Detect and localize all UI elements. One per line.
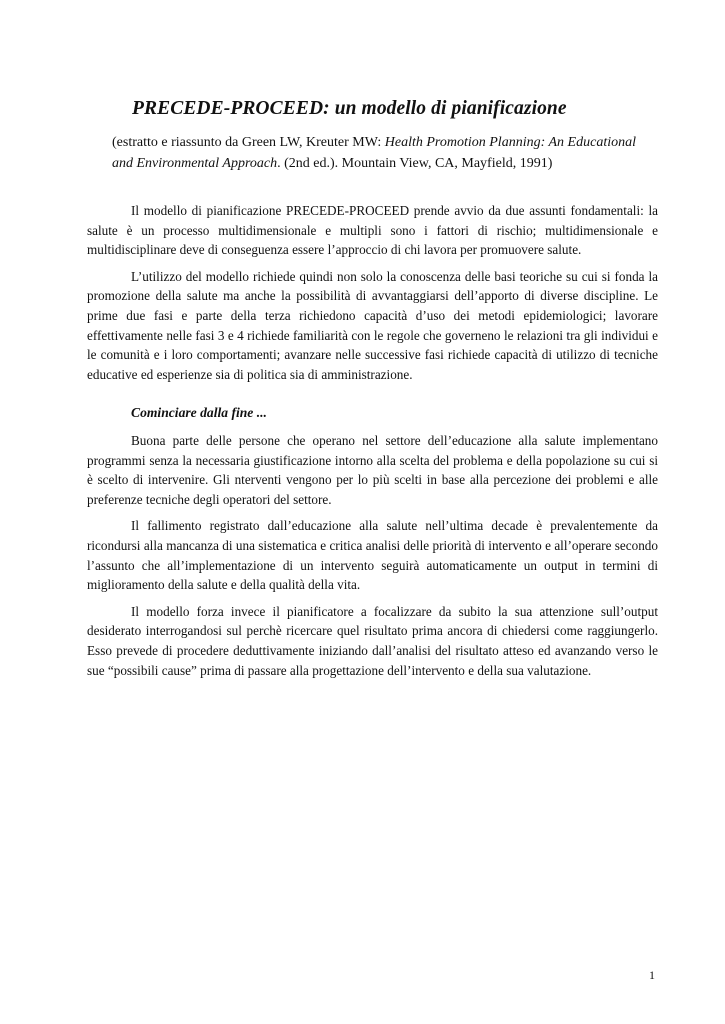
citation-line-2 [112,153,658,174]
page-number: 1 [649,968,655,982]
section-paragraph-1: Buona parte delle persone che operano nel settore dell’educazione alla salute implementano programmi senza la necessaria giustificazione intorno alla scelta del problema e della popolazione su cui si è scelto di intervenire. Gli nterventi vengono per lo più scelti in base alla percezione dei problemi e alle preferenze tecniche degli operatori del settore. [87,433,658,507]
section-body [87,431,658,687]
citation-book-title-line2: and Environmental Approach [112,156,278,171]
section-paragraph-3: Il modello forza invece il pianificatore a focalizzare da subito la sua attenzione sull’output desiderato interrogandosi sul perchè ricercare quel risultato prima ancora di chiedersi come raggiungerlo. Esso prevede di procedere deduttivamente iniziando dall’analisi del risultato atteso ed avanzando verso le sue “possibili cause” prima di passare alla progettazione dell’intervento e della sua valutazione. [87,603,658,678]
intro-paragraph-1: Il modello di pianificazione PRECEDE-PROCEED prende avvio da due assunti fondamentali: la salute è un processo multidimensionale e multipli sono i fattori di rischio; multidimensionale e multidisciplinare deve di conseguenza essere l’approccio di chi lavora per promuovere salute. [87,203,658,258]
citation-book-title-line1: Health Promotion Planning: An Educational [384,135,636,150]
intro-paragraph-2: L’utilizzo del modello richiede quindi non solo la conoscenza delle basi teoriche su cui si fonda la promozione della salute ma anche la possibilità di avvantaggiarsi dell’apporto di diverse discipline. Le prime due fasi e parte della terza richiedono capacità d’uso dei metodi epidemiologici; lavorare effettivamente nelle fasi 3 e 4 richiede familiarità con le regole che governeno le relazioni tra gli individui e le comunità e i loro comportamenti; avanzare nelle successive fasi richiede capacità di utilizzo di tecniche educative ed esperienze sia di politica sia di amministrazione. [87,268,658,382]
citation-prefix: (estratto e riassunto da Green LW, Kreuter MW: [112,135,385,150]
section-heading: Cominciare dalla fine ... [131,405,267,420]
section-paragraph-2: Il fallimento registrato dall’educazione alla salute nell’ultima decade è prevalentemente da ricondursi alla mancanza di una sistematica e critica analisi delle priorità di intervento e all’operare secondo l’assunto che all’implementazione di un intervento seguirà automaticamente un output in termini di miglioramento della salute e della qualità della vita. [87,518,658,593]
source-citation [112,132,658,174]
document-title: PRECEDE-PROCEED: un modello di pianificazione [132,98,567,119]
citation-suffix: . (2nd ed.). Mountain View, CA, Mayfield, 1991) [277,156,553,171]
intro-section [87,201,658,391]
